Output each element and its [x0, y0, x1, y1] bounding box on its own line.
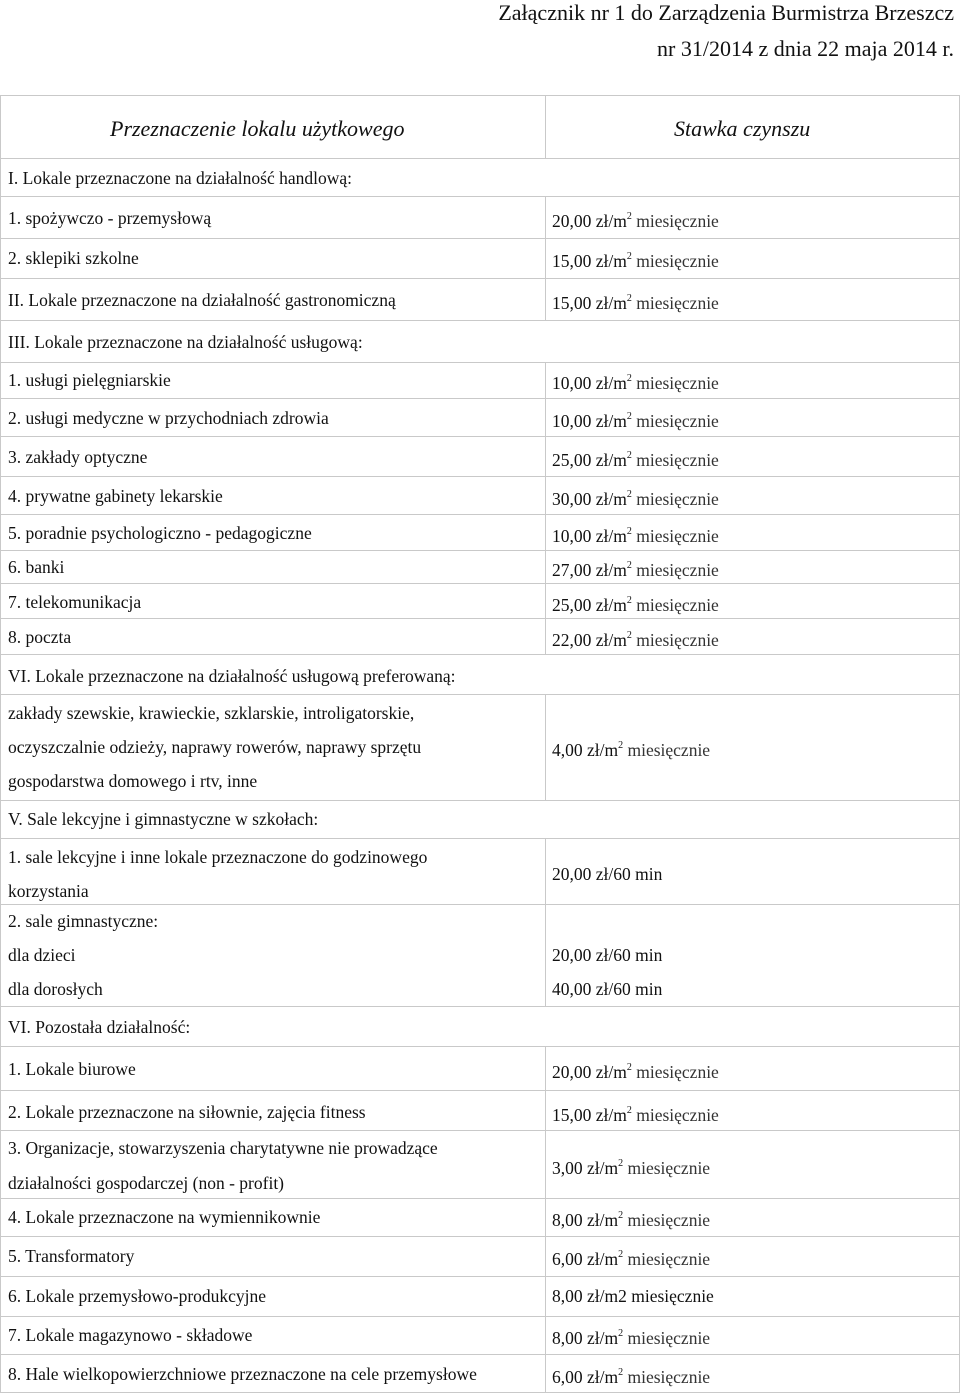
table-line: [0, 1236, 960, 1237]
section-title: III. Lokale przeznaczone na działalność usługową:: [8, 332, 363, 352]
row-rate: 6,00 $zł/m^2$ miesięcznie: [552, 1366, 711, 1387]
table-line: [0, 196, 960, 197]
row-rate: 15,00 $zł/m^2$ miesięcznie: [552, 292, 719, 313]
table-line: [0, 238, 960, 239]
section-title: I. Lokale przeznaczone na działalność handlową:: [8, 168, 352, 188]
row-rate: 22,00 $zł/m^2$ miesięcznie: [552, 629, 719, 650]
table-line: [0, 1316, 960, 1317]
table-line: [0, 1198, 960, 1199]
row-label: 1. spożywczo - przemysłową: [8, 208, 212, 228]
row-rate: 6,00 $zł/m^2$ miesięcznie: [552, 1248, 711, 1269]
row-label: 6. Lokale przemysłowo-produkcyjne: [8, 1286, 267, 1306]
row-rate: 20,00 zł/60 min: [552, 864, 663, 884]
column-header-purpose: Przeznaczenie lokalu użytkowego: [110, 116, 405, 141]
section-title: VI. Pozostała działalność:: [8, 1017, 191, 1037]
table-line: [545, 95, 546, 158]
row-rate: 30,00 $zł/m^2$ miesięcznie: [552, 488, 719, 509]
row-label: 7. telekomunikacja: [8, 592, 142, 612]
table-line: [0, 1392, 960, 1393]
row-label: 5. poradnie psychologiczno - pedagogiczne: [8, 523, 312, 543]
table-line: [0, 362, 960, 363]
table-line: [0, 1354, 960, 1355]
row-rate: 8,00 $zł/m^2$ miesięcznie: [552, 1327, 711, 1348]
row-label: 1. usługi pielęgniarskie: [8, 370, 171, 390]
row-rate: 10,00 $zł/m^2$ miesięcznie: [552, 410, 719, 431]
row-label: 5. Transformatory: [8, 1246, 135, 1266]
row-rate: 25,00 $zł/m^2$ miesięcznie: [552, 449, 719, 470]
table-line: [545, 694, 546, 800]
attachment-reference: nr 31/2014 z dnia 22 maja 2014 r.: [657, 36, 954, 61]
table-line: [545, 362, 546, 654]
table-line: [0, 1276, 960, 1277]
row-rate: 8,00 $zł/m^2$ miesięcznie: [552, 1209, 711, 1230]
table-line: [0, 800, 960, 801]
row-rate: 15,00 $zł/m^2$ miesięcznie: [552, 250, 719, 271]
row-label: działalności gospodarczej (non - profit): [8, 1173, 285, 1193]
table-line: [0, 904, 960, 905]
table-line: [0, 320, 960, 321]
row-rate: 4,00 $zł/m^2$ miesięcznie: [552, 739, 711, 760]
row-label: oczyszczalnie odzieży, naprawy rowerów, naprawy sprzętu: [8, 737, 422, 757]
table-line: [0, 436, 960, 437]
row-label: dla dzieci: [8, 945, 76, 965]
row-label: 1. Lokale biurowe: [8, 1059, 136, 1079]
table-line: [0, 838, 960, 839]
section-title: II. Lokale przeznaczone na działalność gastronomiczną: [8, 290, 396, 310]
row-rate: 10,00 $zł/m^2$ miesięcznie: [552, 525, 719, 546]
row-rate: 8,00 zł/m2 miesięcznie: [552, 1286, 714, 1306]
row-label: 8. Hale wielkopowierzchniowe przeznaczone na cele przemysłowe: [8, 1364, 477, 1384]
table-line: [0, 158, 960, 159]
table-line: [0, 278, 960, 279]
row-label: korzystania: [8, 881, 89, 901]
row-rate: 20,00 $zł/m^2$ miesięcznie: [552, 1061, 719, 1082]
table-line: [0, 654, 960, 655]
row-label: dla dorosłych: [8, 979, 103, 999]
table-line: [545, 1046, 546, 1392]
attachment-title: Załącznik nr 1 do Zarządzenia Burmistrza Brzeszcz: [498, 0, 954, 25]
table-line: [0, 1130, 960, 1131]
table-line: [0, 398, 960, 399]
row-rate: 15,00 $zł/m^2$ miesięcznie: [552, 1104, 719, 1125]
table-line: [545, 838, 546, 1006]
row-rate: 27,00 $zł/m^2$ miesięcznie: [552, 559, 719, 580]
row-label: gospodarstwa domowego i rtv, inne: [8, 771, 258, 791]
row-label: 2. sklepiki szkolne: [8, 248, 139, 268]
row-rate: 40,00 zł/60 min: [552, 979, 663, 999]
table-line: [0, 514, 960, 515]
table-line: [0, 1046, 960, 1047]
row-label: 7. Lokale magazynowo - składowe: [8, 1325, 253, 1345]
row-label: 4. prywatne gabinety lekarskie: [8, 486, 223, 506]
row-label: 2. sale gimnastyczne:: [8, 911, 159, 931]
column-header-rate: Stawka czynszu: [674, 116, 811, 141]
table-line: [0, 1006, 960, 1007]
table-line: [0, 550, 960, 551]
row-rate: 20,00 $zł/m^2$ miesięcznie: [552, 210, 719, 231]
row-label: 2. Lokale przeznaczone na siłownie, zajęcia fitness: [8, 1102, 366, 1122]
table-line: [545, 196, 546, 320]
table-line: [0, 95, 1, 1393]
row-label: 8. poczta: [8, 627, 72, 647]
section-title: V. Sale lekcyjne i gimnastyczne w szkołach:: [8, 809, 319, 829]
row-label: 3. zakłady optyczne: [8, 447, 148, 467]
row-label: 1. sale lekcyjne i inne lokale przeznaczone do godzinowego: [8, 847, 428, 867]
table-line: [0, 1090, 960, 1091]
section-title: VI. Lokale przeznaczone na działalność usługową preferowaną:: [8, 666, 456, 686]
row-label: zakłady szewskie, krawieckie, szklarskie, introligatorskie,: [8, 703, 415, 723]
table-line: [0, 476, 960, 477]
row-rate: 3,00 $zł/m^2$ miesięcznie: [552, 1157, 711, 1178]
table-line: [0, 694, 960, 695]
table-line: [0, 583, 960, 584]
row-rate: 20,00 zł/60 min: [552, 945, 663, 965]
table-line: [0, 618, 960, 619]
row-label: 6. banki: [8, 557, 65, 577]
row-label: 4. Lokale przeznaczone na wymiennikownie: [8, 1207, 321, 1227]
row-label: 3. Organizacje, stowarzyszenia charytatywne nie prowadzące: [8, 1138, 438, 1158]
row-rate: 10,00 $zł/m^2$ miesięcznie: [552, 372, 719, 393]
row-label: 2. usługi medyczne w przychodniach zdrowia: [8, 408, 329, 428]
table-line: [0, 95, 960, 96]
row-rate: 25,00 $zł/m^2$ miesięcznie: [552, 594, 719, 615]
